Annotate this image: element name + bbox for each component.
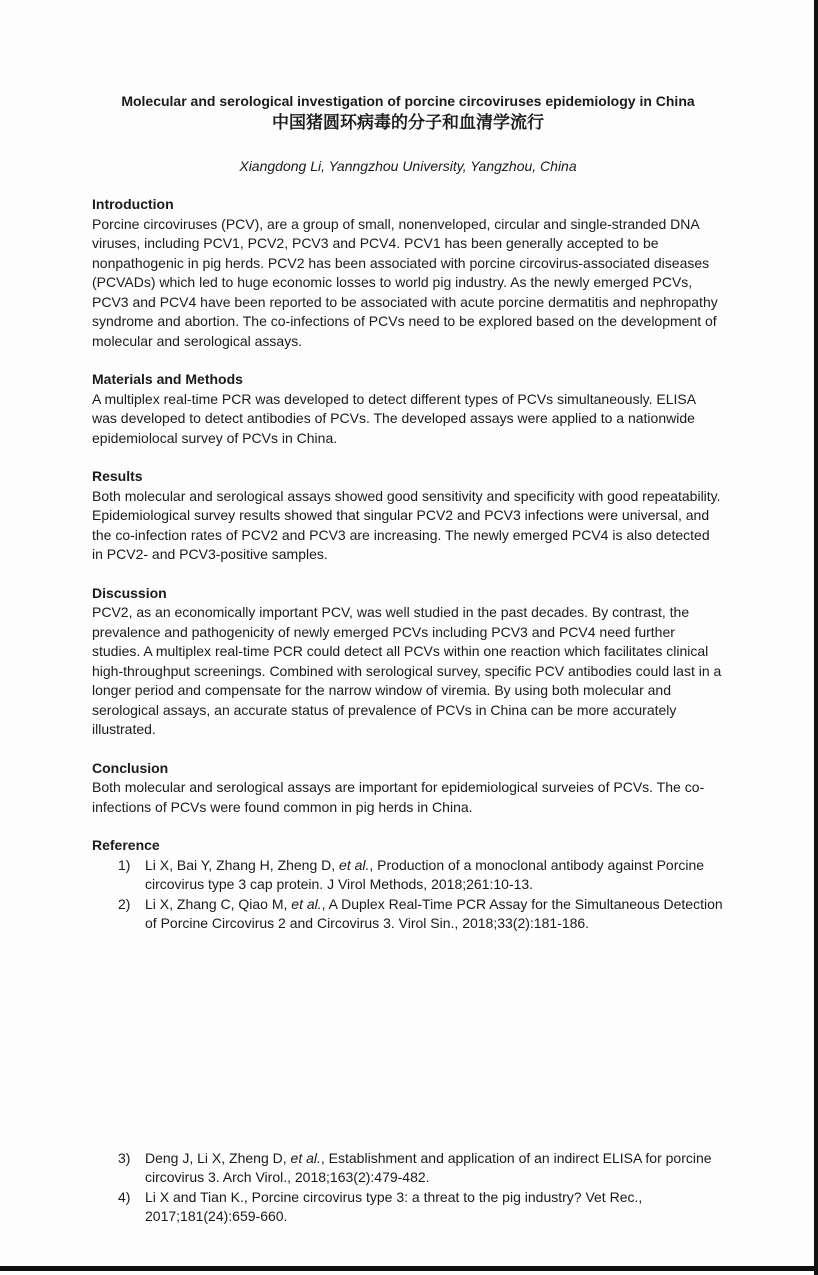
document-title: Molecular and serological investigation of porcine circoviruses epidemiology in China [121,93,695,109]
reference-etal: et al. [291,895,322,912]
reference-etal: et al. [339,856,370,873]
reference-number: 1) [118,856,131,873]
reference-text [145,1149,724,1188]
reference-list-page1 [118,856,724,934]
author-line: Xiangdong Li, Yanngzhou University, Yangzhou, China [239,158,577,174]
section-heading: Introduction [92,196,174,212]
reference-number: 3) [118,1149,131,1166]
section-body: Both molecular and serological assays showed good sensitivity and specificity with good repeatability. Epidemiological survey results showed that singular PCV2 and PCV3 infections were universal, and the co-infection rates of PCV2 and PCV3 are increasing. The newly emerged PCV4 is also detected in PCV2- and PCV3-positive samples. [92,487,721,562]
section-body: Both molecular and serological assays are important for epidemiological surveies of PCVs. The co-infections of PCVs were found common in pig herds in China. [92,779,705,815]
reference-number: 2) [118,895,131,912]
section-introduction [92,195,724,351]
reference-text [145,1188,724,1227]
reference-citation: , A Duplex Real-Time PCR Assay for the Simultaneous Detection of Porcine Circovirus 2 and Circovirus 3. Virol Sin., 2018;33(2):181-186. [145,895,723,931]
section-heading: Materials and Methods [92,371,243,387]
document-content [92,0,724,1227]
reference-authors: Li X, Bai Y, Zhang H, Zheng D, [145,856,340,873]
reference-authors: Li X, Zhang C, Qiao M, [145,895,292,912]
section-body: PCV2, as an economically important PCV, was well studied in the past decades. By contrast, the prevalence and pathogenicity of newly emerged PCVs including PCV3 and PCV4 need further studies. A multiplex real-time PCR could detect all PCVs within one reaction which facilitates clinical high-throughput screenings. Combined with serological survey, specific PCV antibodies could last in a longer period and compensate for the narrow window of viremia. By using both molecular and serological assays, an accurate status of prevalence of PCVs in China can be more accurately illustrated. [92,604,722,737]
reference-item-3 [118,1149,724,1188]
reference-item-1 [118,856,724,895]
reference-list-page2 [118,1149,724,1227]
section-reference [92,836,724,1227]
reference-citation: , Production of a monoclonal antibody against Porcine circovirus type 3 cap protein. J Virol Methods, 2018;261:10-13. [145,856,705,892]
section-heading: Conclusion [92,759,169,776]
section-body: Porcine circoviruses (PCV), are a group of small, nonenveloped, circular and single-stranded DNA viruses, including PCV1, PCV2, PCV3 and PCV4. PCV1 has been generally accepted to be nonpathogenic in pig herds. PCV2 has been associated with porcine circovirus-associated diseases (PCVADs) which led to huge economic losses to world pig industry. As the newly emerged PCVs, PCV3 and PCV4 have been reported to be associated with acute porcine dermatitis and nephropathy syndrome and abortion. The co-infections of PCVs need to be explored based on the development of molecular and serological assays. [92,215,718,349]
section-conclusion [92,759,724,818]
reference-item-4 [118,1188,724,1227]
reference-authors: Deng J, Li X, Zheng D, [145,1149,291,1166]
section-materials-and-methods [92,370,724,448]
reference-text [145,856,724,895]
reference-number: 4) [118,1188,131,1205]
section-body: A multiplex real-time PCR was developed to detect different types of PCVs simultaneously. ELISA was developed to detect antibodies of PCVs. The developed assays were applied to a nationwide epidemiolocal survey of PCVs in China. [92,390,696,446]
section-heading: Discussion [92,584,167,601]
reference-authors: Li X and Tian K., Porcine circovirus type 3: a threat to the pig industry? Vet Rec., 2017;181(24):659-660. [145,1188,643,1224]
reference-citation: , Establishment and application of an indirect ELISA for porcine circovirus 3. Arch Virol., 2018;163(2):479-482. [145,1149,712,1185]
section-heading: Reference [92,837,160,853]
scan-edge-bottom [0,1266,818,1271]
page-break-gap [92,934,724,1149]
section-heading: Results [92,468,143,484]
section-discussion [92,584,724,740]
reference-etal: et al. [290,1149,321,1166]
scan-edge-right [814,0,818,1275]
reference-text [145,895,724,934]
document-title-chinese: 中国猪圆环病毒的分子和血清学流行 [272,113,544,132]
reference-item-2 [118,895,724,934]
section-results [92,467,724,565]
